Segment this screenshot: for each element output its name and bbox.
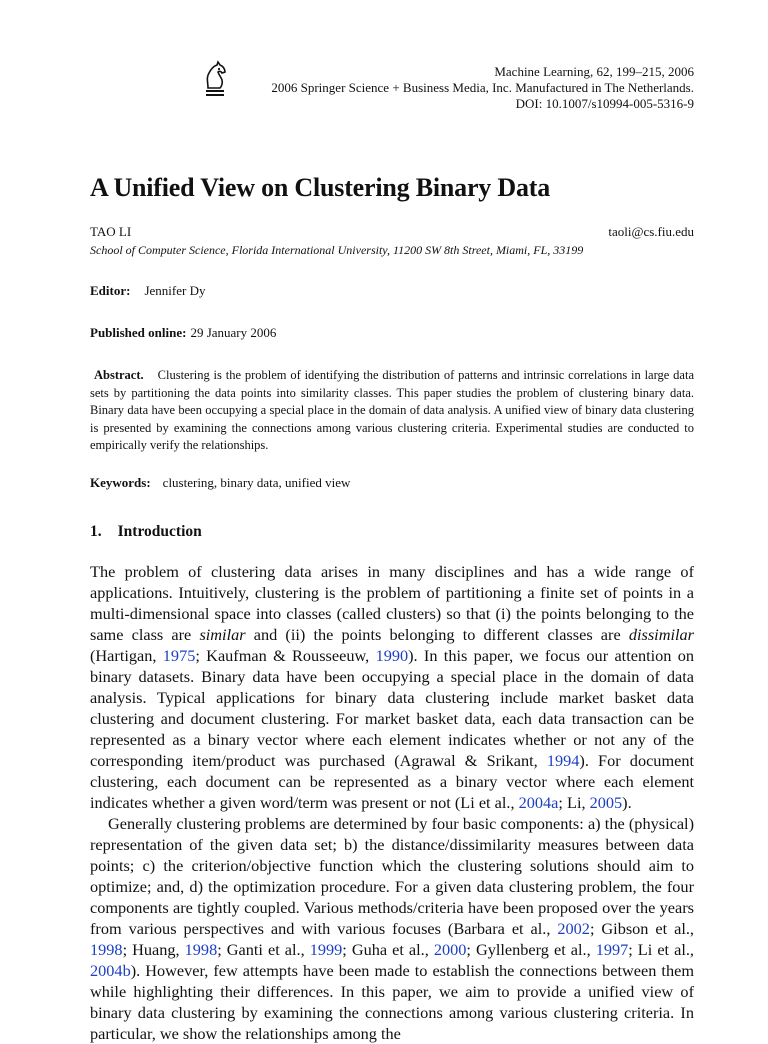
citation-link[interactable]: 1994 bbox=[546, 750, 580, 770]
citation-link[interactable]: 1997 bbox=[595, 939, 629, 959]
section-title: Introduction bbox=[117, 522, 202, 540]
published-label: Published online: bbox=[90, 325, 187, 340]
citation-link[interactable]: 1998 bbox=[184, 939, 218, 959]
citation-link[interactable]: 1999 bbox=[309, 939, 343, 959]
text-run: ). In this paper, we focus our attention on binary datasets. Binary data have been occupying a special place in the domain of data analysis. Typical applications for binary data clustering include market basket data clustering and document clustering. For market basket data, each data transaction can be represented as a binary vector where each element indicates whether or not any of the corresponding item/product was purchased (Agrawal & Srikant, bbox=[90, 645, 695, 770]
journal-doi: DOI: 10.1007/s10994-005-5316-9 bbox=[515, 96, 694, 111]
abstract-label: Abstract. bbox=[94, 368, 144, 382]
text-run: ; Huang, bbox=[122, 939, 185, 959]
citation-link[interactable]: 1990 bbox=[375, 645, 409, 665]
citation-link[interactable]: 2004a bbox=[518, 792, 559, 812]
text-run: ). However, few attempts have been made to establish the connections between them while highlighting their differences. In this paper, we aim to provide a unified view of binary data clustering by examining the connections among various clustering criteria. In particular, we show the relationships among the bbox=[90, 960, 694, 1043]
paper-page bbox=[90, 60, 694, 1044]
published-line bbox=[90, 325, 694, 341]
text-run: ; Gyllenberg et al., bbox=[466, 939, 596, 959]
text-run: ; Gibson et al., bbox=[589, 918, 694, 938]
editor-name: Jennifer Dy bbox=[144, 283, 206, 298]
keywords-label: Keywords: bbox=[90, 474, 151, 490]
text-run: The problem of clustering data arises in many disciplines and has a wide range of applications. Intuitively, clustering is the problem of partitioning a finite set of points in a multi-dimensional space into classes (called clusters) so that (i) the points belonging to the same class are bbox=[90, 561, 694, 644]
abstract bbox=[90, 367, 694, 455]
citation-link[interactable]: 1998 bbox=[90, 939, 123, 959]
published-date: 29 January 2006 bbox=[190, 325, 277, 340]
text-run: Generally clustering problems are determined by four basic components: a) the (physical) representation of the given data set; b) the distance/dissimilarity measures between data points; c) the criterion/objective function which the clustering solutions should aim to optimize; and, d) the optimization procedure. For a given data clustering problem, the four components are tightly coupled. Various methods/criteria have been proposed over the years from various perspectives and with various focuses (Barbara et al., bbox=[90, 813, 694, 938]
text-run: (Hartigan, bbox=[90, 645, 163, 665]
journal-header bbox=[90, 60, 694, 118]
journal-publisher: 2006 Springer Science + Business Media, Inc. Manufactured in The Netherlands. bbox=[271, 80, 694, 95]
citation-link[interactable]: 2002 bbox=[557, 918, 590, 938]
paper-title: A Unified View on Clustering Binary Data bbox=[90, 173, 551, 202]
text-run: ; Kaufman & Rousseeuw, bbox=[195, 645, 376, 665]
citation-link[interactable]: 2005 bbox=[589, 792, 623, 812]
editor-label: Editor: bbox=[90, 283, 131, 298]
citation-link[interactable]: 2004b bbox=[90, 960, 131, 980]
keywords-value: clustering, binary data, unified view bbox=[162, 474, 351, 490]
text-run: ). bbox=[622, 792, 632, 812]
journal-info bbox=[271, 64, 694, 112]
text-run: ; Li, bbox=[558, 792, 590, 812]
emphasis: similar bbox=[199, 624, 246, 644]
text-run: ). For document clustering, each document can be represented as a binary vector where each element indicates whether a given word/term was present or not (Li et al., bbox=[90, 750, 695, 812]
citation-link[interactable]: 2000 bbox=[433, 939, 467, 959]
journal-citation: Machine Learning, 62, 199–215, 2006 bbox=[494, 64, 694, 79]
keywords-line bbox=[90, 475, 694, 491]
paragraph bbox=[90, 813, 694, 1044]
text-run: ; Ganti et al., bbox=[217, 939, 310, 959]
introduction-body bbox=[90, 561, 694, 1044]
emphasis: dissimilar bbox=[628, 624, 694, 644]
author-affiliation: School of Computer Science, Florida International University, 11200 SW 8th Street, Miami, FL, 33199 bbox=[90, 243, 584, 257]
editor-line bbox=[90, 283, 694, 299]
springer-knight-logo-icon bbox=[200, 60, 230, 98]
author-email: taoli@cs.fiu.edu bbox=[608, 224, 694, 239]
section-number: 1. bbox=[90, 522, 102, 540]
text-run: ; Li et al., bbox=[628, 939, 694, 959]
section-heading bbox=[90, 523, 694, 541]
text-run: ; Guha et al., bbox=[342, 939, 434, 959]
citation-link[interactable]: 1975 bbox=[162, 645, 196, 665]
paragraph bbox=[90, 561, 694, 813]
text-run: and (ii) the points belonging to different classes are bbox=[245, 624, 629, 644]
abstract-text: Clustering is the problem of identifying the distribution of patterns and intrinsic correlations in large data sets by partitioning the data points into similarity classes. This paper studies the problem of clustering binary data. Binary data have been occupying a special place in the domain of data analysis. A unified view of binary data clustering is presented by examining the connections among various clustering criteria. Experimental studies are conducted to empirically verify the relationships. bbox=[90, 368, 694, 452]
author-line bbox=[90, 224, 694, 241]
author-name: TAO LI bbox=[90, 224, 132, 239]
